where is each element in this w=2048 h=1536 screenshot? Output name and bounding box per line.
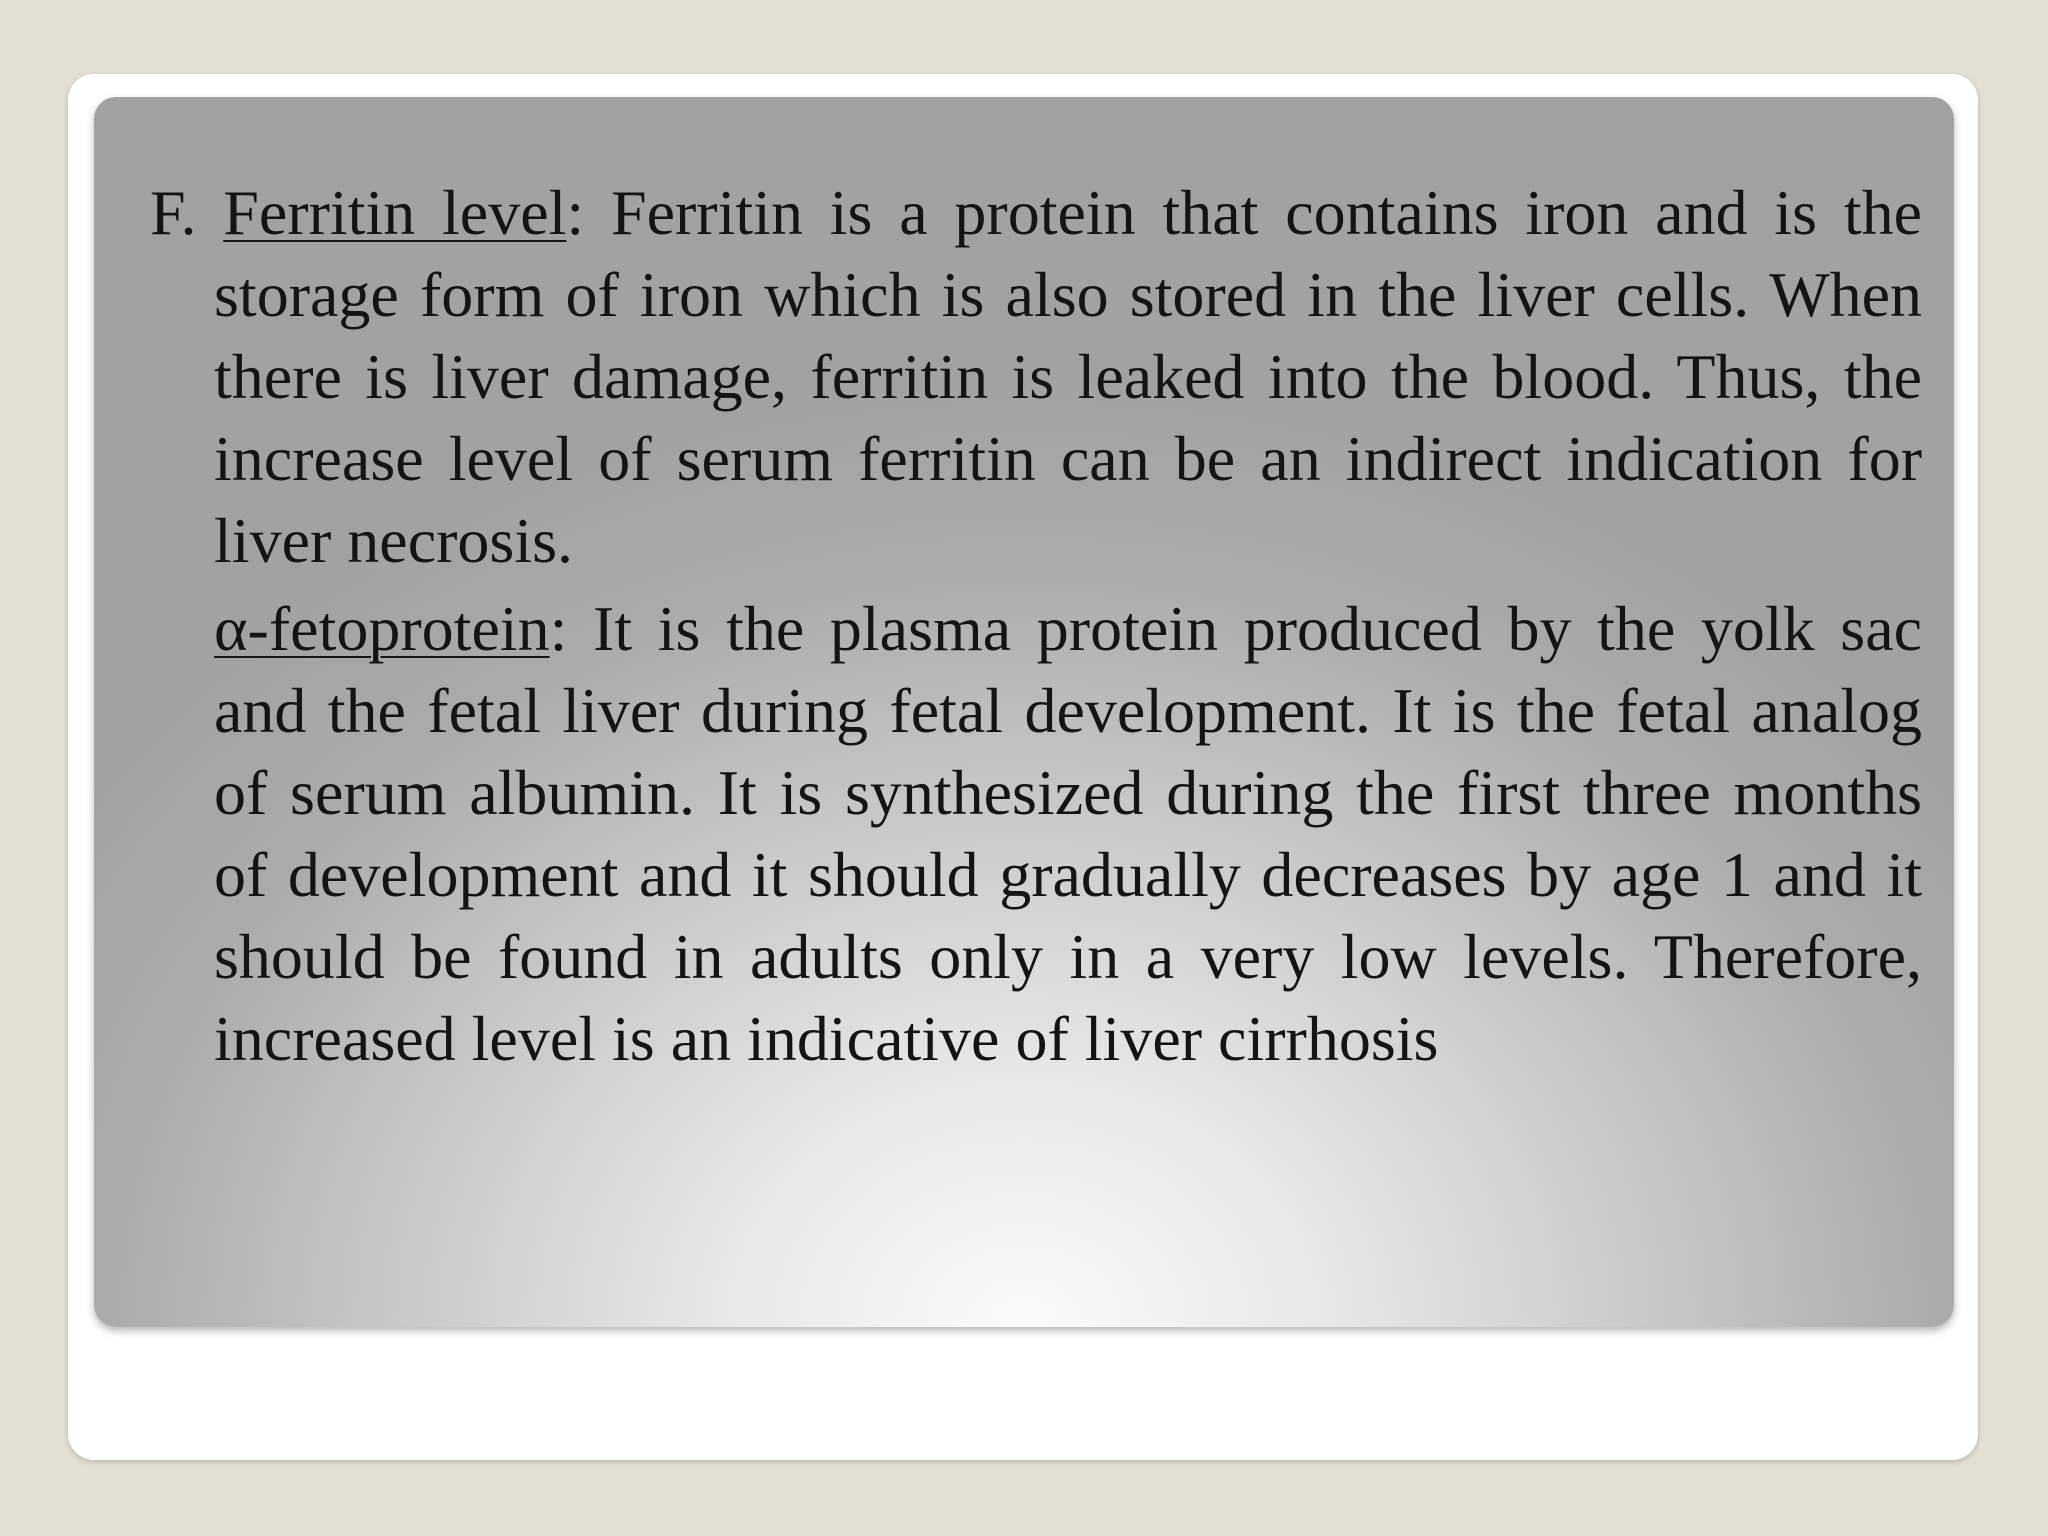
ferritin-prefix: F. (150, 177, 224, 248)
afp-description: : It is the plasma protein produced by the yolk sac and the fetal liver during fetal development. It is the fetal analog of serum albumin. It is synthesized during the first three months of development and it should gradually decreases by age 1 and it should be found in adults only in a very low levels. Therefore, increased level is an indicative of liver cirrhosis (214, 593, 1922, 1074)
afp-term: α-fetoprotein (214, 593, 550, 664)
ferritin-paragraph (150, 172, 1922, 582)
ferritin-description: : Ferritin is a protein that contains iron and is the storage form of iron which is also stored in the liver cells. When there is liver damage, ferritin is leaked into the blood. Thus, the increase level of serum ferritin can be an indirect indication for liver necrosis. (214, 177, 1923, 576)
ferritin-term: Ferritin level (223, 177, 567, 248)
slide-text-body (150, 172, 1922, 1080)
afp-paragraph (150, 588, 1922, 1080)
